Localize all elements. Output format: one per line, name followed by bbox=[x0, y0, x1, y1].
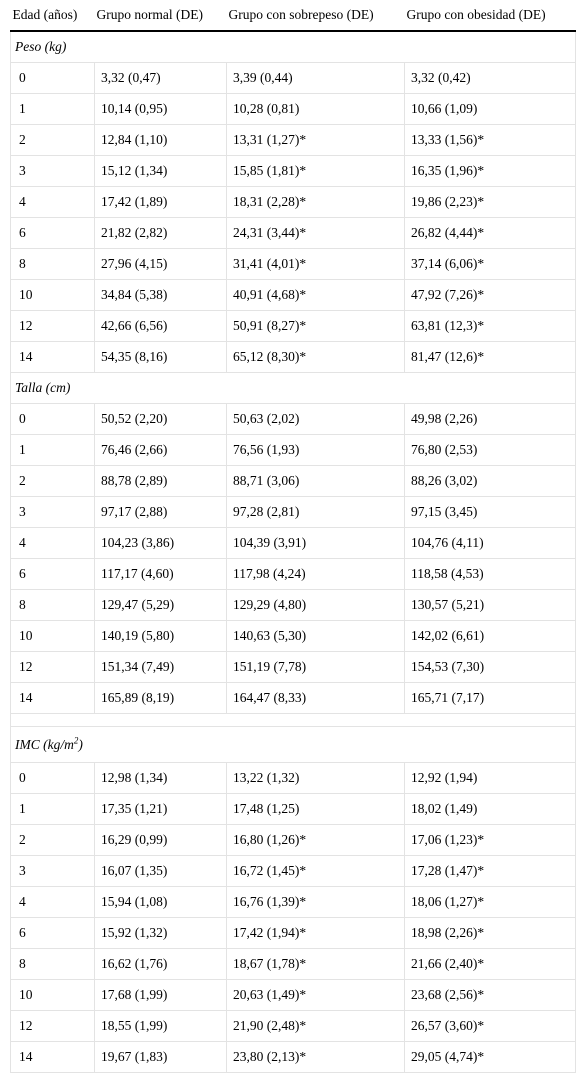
overweight-group-cell: 65,12 (8,30)* bbox=[227, 342, 405, 373]
normal-group-cell: 10,14 (0,95) bbox=[95, 94, 227, 125]
table-row bbox=[11, 342, 576, 373]
age-cell: 0 bbox=[11, 404, 95, 435]
table-row bbox=[11, 249, 576, 280]
obese-group-cell: 76,80 (2,53) bbox=[405, 435, 576, 466]
overweight-group-cell: 50,91 (8,27)* bbox=[227, 311, 405, 342]
table-row bbox=[11, 825, 576, 856]
overweight-group-cell: 40,91 (4,68)* bbox=[227, 280, 405, 311]
table-row bbox=[11, 280, 576, 311]
overweight-group-cell: 164,47 (8,33) bbox=[227, 683, 405, 714]
obese-group-cell: 13,33 (1,56)* bbox=[405, 125, 576, 156]
age-cell: 2 bbox=[11, 466, 95, 497]
table-row bbox=[11, 466, 576, 497]
age-cell: 12 bbox=[11, 652, 95, 683]
normal-group-cell: 15,92 (1,32) bbox=[95, 918, 227, 949]
table-row bbox=[11, 404, 576, 435]
normal-group-cell: 3,32 (0,47) bbox=[95, 63, 227, 94]
normal-group-cell: 27,96 (4,15) bbox=[95, 249, 227, 280]
normal-group-cell: 21,82 (2,82) bbox=[95, 218, 227, 249]
age-cell: 3 bbox=[11, 856, 95, 887]
obese-group-cell: 81,47 (12,6)* bbox=[405, 342, 576, 373]
obese-group-cell: 26,57 (3,60)* bbox=[405, 1011, 576, 1042]
age-cell: 2 bbox=[11, 125, 95, 156]
age-cell: 8 bbox=[11, 590, 95, 621]
normal-group-cell: 16,29 (0,99) bbox=[95, 825, 227, 856]
normal-group-cell: 140,19 (5,80) bbox=[95, 621, 227, 652]
obese-group-cell: 165,71 (7,17) bbox=[405, 683, 576, 714]
age-cell: 3 bbox=[11, 497, 95, 528]
age-cell: 6 bbox=[11, 218, 95, 249]
table-row bbox=[11, 683, 576, 714]
header-overweight-group: Grupo con sobrepeso (DE) bbox=[227, 0, 405, 31]
overweight-group-cell: 24,31 (3,44)* bbox=[227, 218, 405, 249]
normal-group-cell: 165,89 (8,19) bbox=[95, 683, 227, 714]
obese-group-cell: 130,57 (5,21) bbox=[405, 590, 576, 621]
section-title-talla: Talla (cm) bbox=[11, 373, 576, 404]
table-row bbox=[11, 856, 576, 887]
header-obese-group: Grupo con obesidad (DE) bbox=[405, 0, 576, 31]
obese-group-cell: 154,53 (7,30) bbox=[405, 652, 576, 683]
header-normal-group: Grupo normal (DE) bbox=[95, 0, 227, 31]
normal-group-cell: 104,23 (3,86) bbox=[95, 528, 227, 559]
overweight-group-cell: 16,80 (1,26)* bbox=[227, 825, 405, 856]
normal-group-cell: 42,66 (6,56) bbox=[95, 311, 227, 342]
normal-group-cell: 12,98 (1,34) bbox=[95, 763, 227, 794]
overweight-group-cell: 18,67 (1,78)* bbox=[227, 949, 405, 980]
obese-group-cell: 97,15 (3,45) bbox=[405, 497, 576, 528]
table-row bbox=[11, 156, 576, 187]
overweight-group-cell: 97,28 (2,81) bbox=[227, 497, 405, 528]
spacer-row bbox=[11, 714, 576, 727]
obese-group-cell: 12,92 (1,94) bbox=[405, 763, 576, 794]
overweight-group-cell: 76,56 (1,93) bbox=[227, 435, 405, 466]
normal-group-cell: 19,67 (1,83) bbox=[95, 1042, 227, 1073]
obese-group-cell: 104,76 (4,11) bbox=[405, 528, 576, 559]
obese-group-cell: 3,32 (0,42) bbox=[405, 63, 576, 94]
obese-group-cell: 17,28 (1,47)* bbox=[405, 856, 576, 887]
obese-group-cell: 18,98 (2,26)* bbox=[405, 918, 576, 949]
age-cell: 4 bbox=[11, 187, 95, 218]
table-row bbox=[11, 1011, 576, 1042]
age-cell: 2 bbox=[11, 825, 95, 856]
obese-group-cell: 142,02 (6,61) bbox=[405, 621, 576, 652]
table-row bbox=[11, 94, 576, 125]
normal-group-cell: 12,84 (1,10) bbox=[95, 125, 227, 156]
normal-group-cell: 117,17 (4,60) bbox=[95, 559, 227, 590]
imc-title-suffix: ) bbox=[78, 736, 83, 752]
age-cell: 10 bbox=[11, 621, 95, 652]
table-row bbox=[11, 559, 576, 590]
obese-group-cell: 17,06 (1,23)* bbox=[405, 825, 576, 856]
table-row bbox=[11, 528, 576, 559]
section-row-imc bbox=[11, 727, 576, 763]
overweight-group-cell: 50,63 (2,02) bbox=[227, 404, 405, 435]
table-row bbox=[11, 1042, 576, 1073]
header-row bbox=[11, 0, 576, 31]
obese-group-cell: 29,05 (4,74)* bbox=[405, 1042, 576, 1073]
overweight-group-cell: 15,85 (1,81)* bbox=[227, 156, 405, 187]
normal-group-cell: 54,35 (8,16) bbox=[95, 342, 227, 373]
overweight-group-cell: 88,71 (3,06) bbox=[227, 466, 405, 497]
overweight-group-cell: 18,31 (2,28)* bbox=[227, 187, 405, 218]
normal-group-cell: 17,35 (1,21) bbox=[95, 794, 227, 825]
overweight-group-cell: 151,19 (7,78) bbox=[227, 652, 405, 683]
normal-group-cell: 76,46 (2,66) bbox=[95, 435, 227, 466]
overweight-group-cell: 140,63 (5,30) bbox=[227, 621, 405, 652]
table-row bbox=[11, 218, 576, 249]
age-cell: 4 bbox=[11, 887, 95, 918]
age-cell: 12 bbox=[11, 311, 95, 342]
obese-group-cell: 18,02 (1,49) bbox=[405, 794, 576, 825]
table-row bbox=[11, 887, 576, 918]
age-cell: 1 bbox=[11, 94, 95, 125]
obese-group-cell: 47,92 (7,26)* bbox=[405, 280, 576, 311]
section-row-talla bbox=[11, 373, 576, 404]
obese-group-cell: 10,66 (1,09) bbox=[405, 94, 576, 125]
table-row bbox=[11, 311, 576, 342]
growth-data-table bbox=[10, 0, 576, 1073]
imc-title-prefix: IMC (kg/m bbox=[15, 736, 74, 752]
normal-group-cell: 17,42 (1,89) bbox=[95, 187, 227, 218]
normal-group-cell: 34,84 (5,38) bbox=[95, 280, 227, 311]
age-cell: 10 bbox=[11, 980, 95, 1011]
section-title-imc bbox=[11, 727, 576, 763]
table-row bbox=[11, 621, 576, 652]
normal-group-cell: 97,17 (2,88) bbox=[95, 497, 227, 528]
normal-group-cell: 16,62 (1,76) bbox=[95, 949, 227, 980]
obese-group-cell: 63,81 (12,3)* bbox=[405, 311, 576, 342]
obese-group-cell: 37,14 (6,06)* bbox=[405, 249, 576, 280]
table-row bbox=[11, 590, 576, 621]
table-row bbox=[11, 949, 576, 980]
table-row bbox=[11, 435, 576, 466]
age-cell: 8 bbox=[11, 249, 95, 280]
overweight-group-cell: 17,42 (1,94)* bbox=[227, 918, 405, 949]
obese-group-cell: 23,68 (2,56)* bbox=[405, 980, 576, 1011]
table-row bbox=[11, 794, 576, 825]
age-cell: 14 bbox=[11, 342, 95, 373]
overweight-group-cell: 117,98 (4,24) bbox=[227, 559, 405, 590]
obese-group-cell: 118,58 (4,53) bbox=[405, 559, 576, 590]
age-cell: 12 bbox=[11, 1011, 95, 1042]
overweight-group-cell: 104,39 (3,91) bbox=[227, 528, 405, 559]
overweight-group-cell: 20,63 (1,49)* bbox=[227, 980, 405, 1011]
normal-group-cell: 129,47 (5,29) bbox=[95, 590, 227, 621]
normal-group-cell: 17,68 (1,99) bbox=[95, 980, 227, 1011]
overweight-group-cell: 13,22 (1,32) bbox=[227, 763, 405, 794]
overweight-group-cell: 10,28 (0,81) bbox=[227, 94, 405, 125]
table-row bbox=[11, 497, 576, 528]
overweight-group-cell: 31,41 (4,01)* bbox=[227, 249, 405, 280]
overweight-group-cell: 16,72 (1,45)* bbox=[227, 856, 405, 887]
age-cell: 3 bbox=[11, 156, 95, 187]
obese-group-cell: 16,35 (1,96)* bbox=[405, 156, 576, 187]
overweight-group-cell: 21,90 (2,48)* bbox=[227, 1011, 405, 1042]
age-cell: 1 bbox=[11, 435, 95, 466]
overweight-group-cell: 13,31 (1,27)* bbox=[227, 125, 405, 156]
overweight-group-cell: 16,76 (1,39)* bbox=[227, 887, 405, 918]
overweight-group-cell: 129,29 (4,80) bbox=[227, 590, 405, 621]
age-cell: 14 bbox=[11, 683, 95, 714]
table-row bbox=[11, 125, 576, 156]
age-cell: 1 bbox=[11, 794, 95, 825]
normal-group-cell: 15,94 (1,08) bbox=[95, 887, 227, 918]
imc-title-superscript: 2 bbox=[73, 735, 79, 745]
table-row bbox=[11, 918, 576, 949]
normal-group-cell: 18,55 (1,99) bbox=[95, 1011, 227, 1042]
table-row bbox=[11, 63, 576, 94]
age-cell: 6 bbox=[11, 918, 95, 949]
table-row bbox=[11, 763, 576, 794]
obese-group-cell: 49,98 (2,26) bbox=[405, 404, 576, 435]
obese-group-cell: 21,66 (2,40)* bbox=[405, 949, 576, 980]
normal-group-cell: 151,34 (7,49) bbox=[95, 652, 227, 683]
normal-group-cell: 16,07 (1,35) bbox=[95, 856, 227, 887]
obese-group-cell: 26,82 (4,44)* bbox=[405, 218, 576, 249]
table-row bbox=[11, 652, 576, 683]
header-age: Edad (años) bbox=[11, 0, 95, 31]
section-row-peso bbox=[11, 31, 576, 63]
section-title-peso: Peso (kg) bbox=[11, 31, 576, 63]
normal-group-cell: 50,52 (2,20) bbox=[95, 404, 227, 435]
normal-group-cell: 15,12 (1,34) bbox=[95, 156, 227, 187]
obese-group-cell: 19,86 (2,23)* bbox=[405, 187, 576, 218]
obese-group-cell: 88,26 (3,02) bbox=[405, 466, 576, 497]
table-row bbox=[11, 980, 576, 1011]
age-cell: 10 bbox=[11, 280, 95, 311]
age-cell: 4 bbox=[11, 528, 95, 559]
age-cell: 0 bbox=[11, 63, 95, 94]
age-cell: 8 bbox=[11, 949, 95, 980]
age-cell: 6 bbox=[11, 559, 95, 590]
normal-group-cell: 88,78 (2,89) bbox=[95, 466, 227, 497]
overweight-group-cell: 17,48 (1,25) bbox=[227, 794, 405, 825]
table-body bbox=[11, 31, 576, 1073]
overweight-group-cell: 3,39 (0,44) bbox=[227, 63, 405, 94]
table-row bbox=[11, 187, 576, 218]
obese-group-cell: 18,06 (1,27)* bbox=[405, 887, 576, 918]
age-cell: 14 bbox=[11, 1042, 95, 1073]
age-cell: 0 bbox=[11, 763, 95, 794]
overweight-group-cell: 23,80 (2,13)* bbox=[227, 1042, 405, 1073]
